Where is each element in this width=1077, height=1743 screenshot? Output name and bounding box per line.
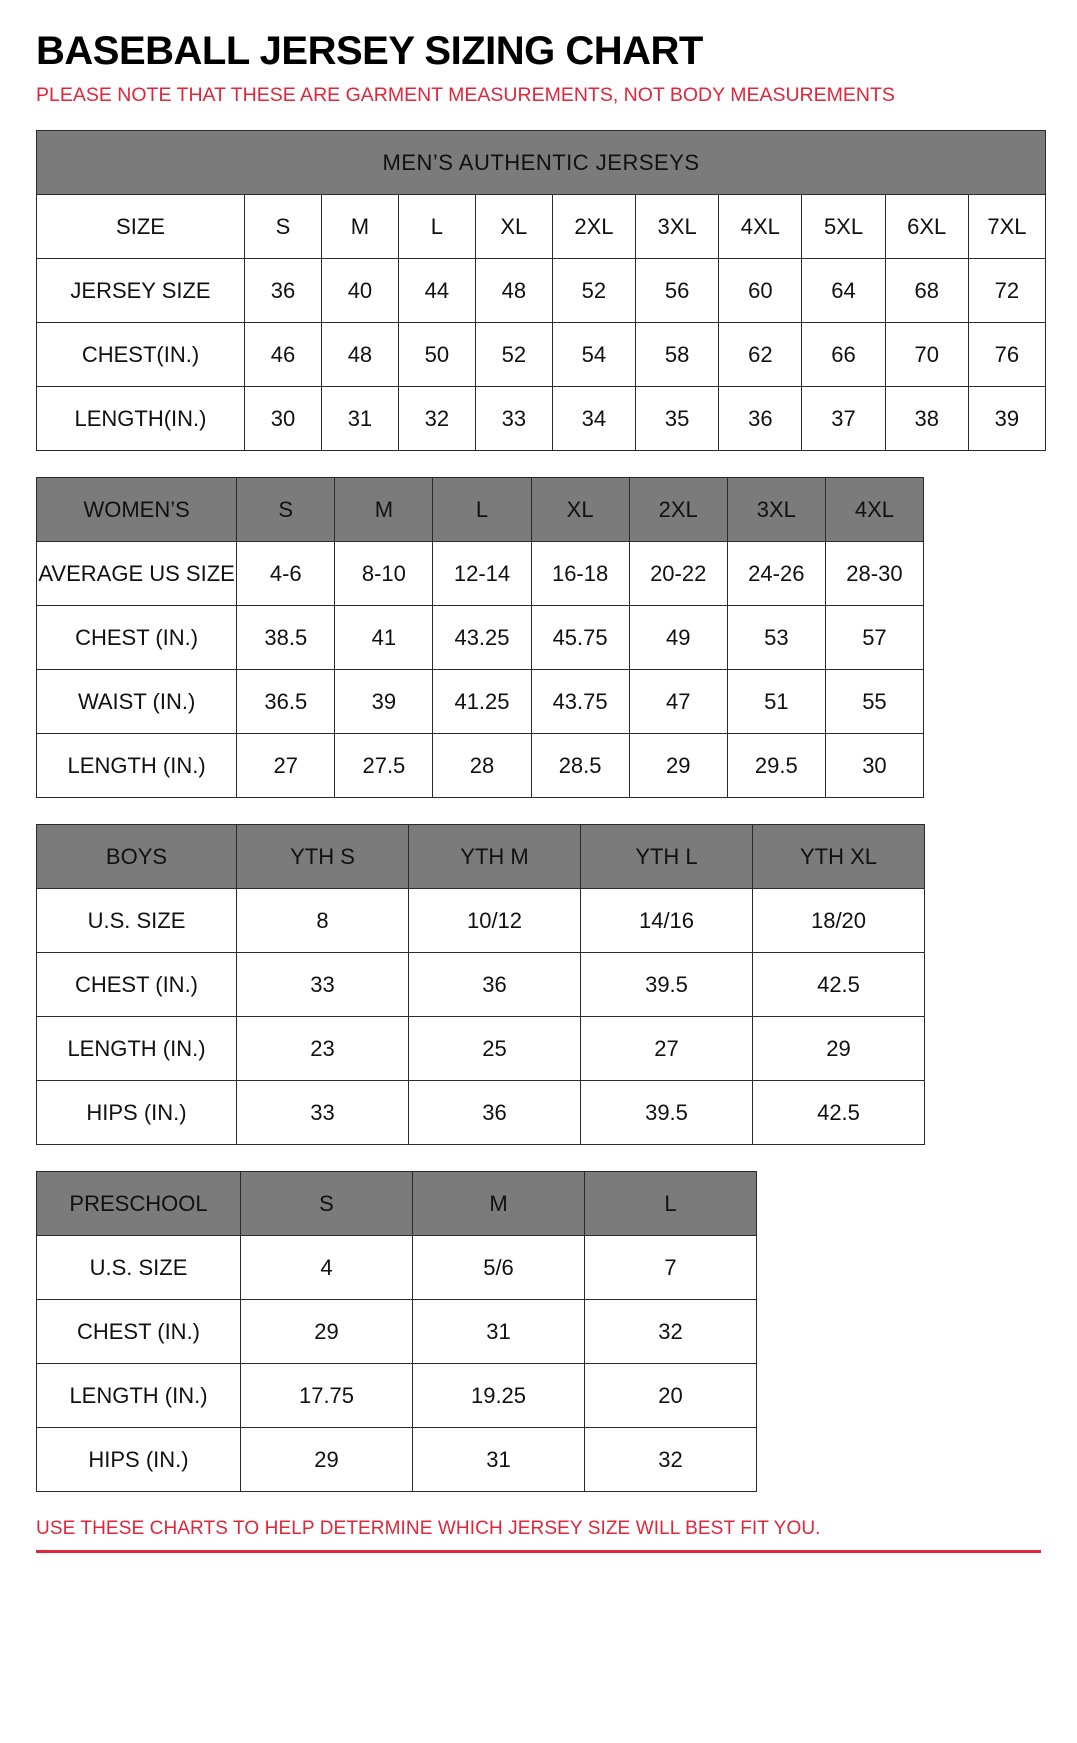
preschool-length-s: 17.75 xyxy=(241,1364,413,1428)
preschool-length-l: 20 xyxy=(585,1364,757,1428)
womens-row-label-average-us-size: AVERAGE US SIZE xyxy=(37,542,237,606)
boys-chest-yth-l: 39.5 xyxy=(581,953,753,1017)
womens-length-s: 27 xyxy=(237,734,335,798)
preschool-us-size-l: 7 xyxy=(585,1236,757,1300)
preschool-row-label-chest: CHEST (IN.) xyxy=(37,1300,241,1364)
mens-size-4xl: 4XL xyxy=(719,195,802,259)
preschool-size-s: S xyxy=(241,1172,413,1236)
mens-chest-2xl: 54 xyxy=(552,323,635,387)
womens-size-l: L xyxy=(433,478,531,542)
boys-label: BOYS xyxy=(37,825,237,889)
mens-size-5xl: 5XL xyxy=(802,195,885,259)
womens-waist-xl: 43.75 xyxy=(531,670,629,734)
table-row xyxy=(37,889,925,953)
table-row xyxy=(37,1300,757,1364)
table-row xyxy=(37,606,924,670)
preschool-chest-s: 29 xyxy=(241,1300,413,1364)
womens-length-4xl: 30 xyxy=(825,734,923,798)
preschool-size-l: L xyxy=(585,1172,757,1236)
boys-hips-yth-s: 33 xyxy=(237,1081,409,1145)
boys-length-yth-m: 25 xyxy=(409,1017,581,1081)
page-title: BASEBALL JERSEY SIZING CHART xyxy=(36,29,703,73)
preschool-row-label-us-size: U.S. SIZE xyxy=(37,1236,241,1300)
table-row xyxy=(37,387,1046,451)
table-row xyxy=(37,1081,925,1145)
womens-row-label-waist: WAIST (IN.) xyxy=(37,670,237,734)
mens-chest-3xl: 58 xyxy=(636,323,719,387)
table-row xyxy=(37,953,925,1017)
mens-length-s: 30 xyxy=(245,387,322,451)
preschool-header-row xyxy=(37,1172,757,1236)
mens-size-m: M xyxy=(321,195,398,259)
mens-length-2xl: 34 xyxy=(552,387,635,451)
table-row xyxy=(37,323,1046,387)
womens-length-m: 27.5 xyxy=(335,734,433,798)
mens-jersey-size-4xl: 60 xyxy=(719,259,802,323)
garment-measurement-note: PLEASE NOTE THAT THESE ARE GARMENT MEASUREMENTS, NOT BODY MEASUREMENTS xyxy=(36,84,895,106)
boys-length-yth-s: 23 xyxy=(237,1017,409,1081)
mens-jersey-size-5xl: 64 xyxy=(802,259,885,323)
boys-hips-yth-m: 36 xyxy=(409,1081,581,1145)
mens-chest-5xl: 66 xyxy=(802,323,885,387)
table-row xyxy=(37,1428,757,1492)
mens-chest-l: 50 xyxy=(398,323,475,387)
boys-us-size-yth-m: 10/12 xyxy=(409,889,581,953)
mens-length-7xl: 39 xyxy=(968,387,1045,451)
boys-size-yth-s: YTH S xyxy=(237,825,409,889)
mens-size-label: SIZE xyxy=(37,195,245,259)
womens-waist-l: 41.25 xyxy=(433,670,531,734)
boys-header-row xyxy=(37,825,925,889)
womens-waist-2xl: 47 xyxy=(629,670,727,734)
womens-length-3xl: 29.5 xyxy=(727,734,825,798)
womens-label: WOMEN’S xyxy=(37,478,237,542)
womens-us-size-l: 12-14 xyxy=(433,542,531,606)
womens-length-2xl: 29 xyxy=(629,734,727,798)
preschool-chest-m: 31 xyxy=(413,1300,585,1364)
boys-chest-yth-s: 33 xyxy=(237,953,409,1017)
preschool-us-size-s: 4 xyxy=(241,1236,413,1300)
mens-length-5xl: 37 xyxy=(802,387,885,451)
boys-us-size-yth-l: 14/16 xyxy=(581,889,753,953)
mens-size-xl: XL xyxy=(475,195,552,259)
mens-length-xl: 33 xyxy=(475,387,552,451)
table-row xyxy=(37,1364,757,1428)
mens-length-l: 32 xyxy=(398,387,475,451)
table-row xyxy=(37,1017,925,1081)
preschool-table-body xyxy=(37,1172,757,1492)
boys-size-yth-m: YTH M xyxy=(409,825,581,889)
mens-jersey-size-6xl: 68 xyxy=(885,259,968,323)
mens-jersey-size-2xl: 52 xyxy=(552,259,635,323)
boys-row-label-us-size: U.S. SIZE xyxy=(37,889,237,953)
mens-size-6xl: 6XL xyxy=(885,195,968,259)
boys-length-yth-l: 27 xyxy=(581,1017,753,1081)
boys-table-body xyxy=(37,825,925,1145)
preschool-size-m: M xyxy=(413,1172,585,1236)
mens-banner-row xyxy=(37,131,1046,195)
womens-length-xl: 28.5 xyxy=(531,734,629,798)
mens-size-2xl: 2XL xyxy=(552,195,635,259)
mens-row-label-chest: CHEST(IN.) xyxy=(37,323,245,387)
womens-size-s: S xyxy=(237,478,335,542)
mens-chest-xl: 52 xyxy=(475,323,552,387)
preschool-hips-l: 32 xyxy=(585,1428,757,1492)
boys-hips-yth-l: 39.5 xyxy=(581,1081,753,1145)
womens-us-size-4xl: 28-30 xyxy=(825,542,923,606)
womens-chest-4xl: 57 xyxy=(825,606,923,670)
womens-waist-4xl: 55 xyxy=(825,670,923,734)
preschool-length-m: 19.25 xyxy=(413,1364,585,1428)
mens-length-4xl: 36 xyxy=(719,387,802,451)
mens-row-label-jersey-size: JERSEY SIZE xyxy=(37,259,245,323)
womens-us-size-m: 8-10 xyxy=(335,542,433,606)
mens-header-row xyxy=(37,195,1046,259)
mens-chest-m: 48 xyxy=(321,323,398,387)
mens-length-3xl: 35 xyxy=(636,387,719,451)
mens-length-6xl: 38 xyxy=(885,387,968,451)
womens-waist-s: 36.5 xyxy=(237,670,335,734)
bottom-divider xyxy=(36,1550,1041,1553)
boys-hips-yth-xl: 42.5 xyxy=(753,1081,925,1145)
mens-chest-4xl: 62 xyxy=(719,323,802,387)
mens-size-3xl: 3XL xyxy=(636,195,719,259)
womens-row-label-chest: CHEST (IN.) xyxy=(37,606,237,670)
mens-length-m: 31 xyxy=(321,387,398,451)
womens-chest-s: 38.5 xyxy=(237,606,335,670)
womens-length-l: 28 xyxy=(433,734,531,798)
womens-chest-3xl: 53 xyxy=(727,606,825,670)
preschool-row-label-hips: HIPS (IN.) xyxy=(37,1428,241,1492)
mens-chest-s: 46 xyxy=(245,323,322,387)
table-row xyxy=(37,1236,757,1300)
preschool-chest-l: 32 xyxy=(585,1300,757,1364)
preschool-us-size-m: 5/6 xyxy=(413,1236,585,1300)
mens-jersey-size-l: 44 xyxy=(398,259,475,323)
mens-jersey-size-s: 36 xyxy=(245,259,322,323)
womens-table-body xyxy=(37,478,924,798)
mens-chest-6xl: 70 xyxy=(885,323,968,387)
table-row xyxy=(37,670,924,734)
womens-header-row xyxy=(37,478,924,542)
mens-jersey-size-3xl: 56 xyxy=(636,259,719,323)
womens-us-size-3xl: 24-26 xyxy=(727,542,825,606)
womens-size-2xl: 2XL xyxy=(629,478,727,542)
boys-us-size-yth-xl: 18/20 xyxy=(753,889,925,953)
mens-row-label-length: LENGTH(IN.) xyxy=(37,387,245,451)
preschool-hips-s: 29 xyxy=(241,1428,413,1492)
womens-sizing-table xyxy=(36,477,924,798)
boys-sizing-table xyxy=(36,824,925,1145)
preschool-row-label-length: LENGTH (IN.) xyxy=(37,1364,241,1428)
womens-row-label-length: LENGTH (IN.) xyxy=(37,734,237,798)
womens-us-size-2xl: 20-22 xyxy=(629,542,727,606)
womens-chest-m: 41 xyxy=(335,606,433,670)
mens-banner: MEN’S AUTHENTIC JERSEYS xyxy=(37,131,1046,195)
womens-waist-m: 39 xyxy=(335,670,433,734)
table-row xyxy=(37,542,924,606)
womens-size-xl: XL xyxy=(531,478,629,542)
boys-row-label-length: LENGTH (IN.) xyxy=(37,1017,237,1081)
womens-us-size-s: 4-6 xyxy=(237,542,335,606)
womens-chest-l: 43.25 xyxy=(433,606,531,670)
womens-size-4xl: 4XL xyxy=(825,478,923,542)
mens-table-body xyxy=(37,131,1046,451)
boys-chest-yth-m: 36 xyxy=(409,953,581,1017)
boys-size-yth-xl: YTH XL xyxy=(753,825,925,889)
mens-size-s: S xyxy=(245,195,322,259)
womens-chest-2xl: 49 xyxy=(629,606,727,670)
boys-length-yth-xl: 29 xyxy=(753,1017,925,1081)
boys-chest-yth-xl: 42.5 xyxy=(753,953,925,1017)
footer-note: USE THESE CHARTS TO HELP DETERMINE WHICH JERSEY SIZE WILL BEST FIT YOU. xyxy=(36,1518,821,1540)
mens-jersey-size-7xl: 72 xyxy=(968,259,1045,323)
preschool-hips-m: 31 xyxy=(413,1428,585,1492)
mens-size-l: L xyxy=(398,195,475,259)
preschool-label: PRESCHOOL xyxy=(37,1172,241,1236)
boys-row-label-chest: CHEST (IN.) xyxy=(37,953,237,1017)
preschool-sizing-table xyxy=(36,1171,757,1492)
womens-waist-3xl: 51 xyxy=(727,670,825,734)
womens-chest-xl: 45.75 xyxy=(531,606,629,670)
womens-us-size-xl: 16-18 xyxy=(531,542,629,606)
boys-size-yth-l: YTH L xyxy=(581,825,753,889)
boys-us-size-yth-s: 8 xyxy=(237,889,409,953)
mens-jersey-size-xl: 48 xyxy=(475,259,552,323)
mens-size-7xl: 7XL xyxy=(968,195,1045,259)
mens-jersey-size-m: 40 xyxy=(321,259,398,323)
table-row xyxy=(37,734,924,798)
mens-chest-7xl: 76 xyxy=(968,323,1045,387)
womens-size-3xl: 3XL xyxy=(727,478,825,542)
mens-sizing-table xyxy=(36,130,1046,451)
womens-size-m: M xyxy=(335,478,433,542)
boys-row-label-hips: HIPS (IN.) xyxy=(37,1081,237,1145)
table-row xyxy=(37,259,1046,323)
